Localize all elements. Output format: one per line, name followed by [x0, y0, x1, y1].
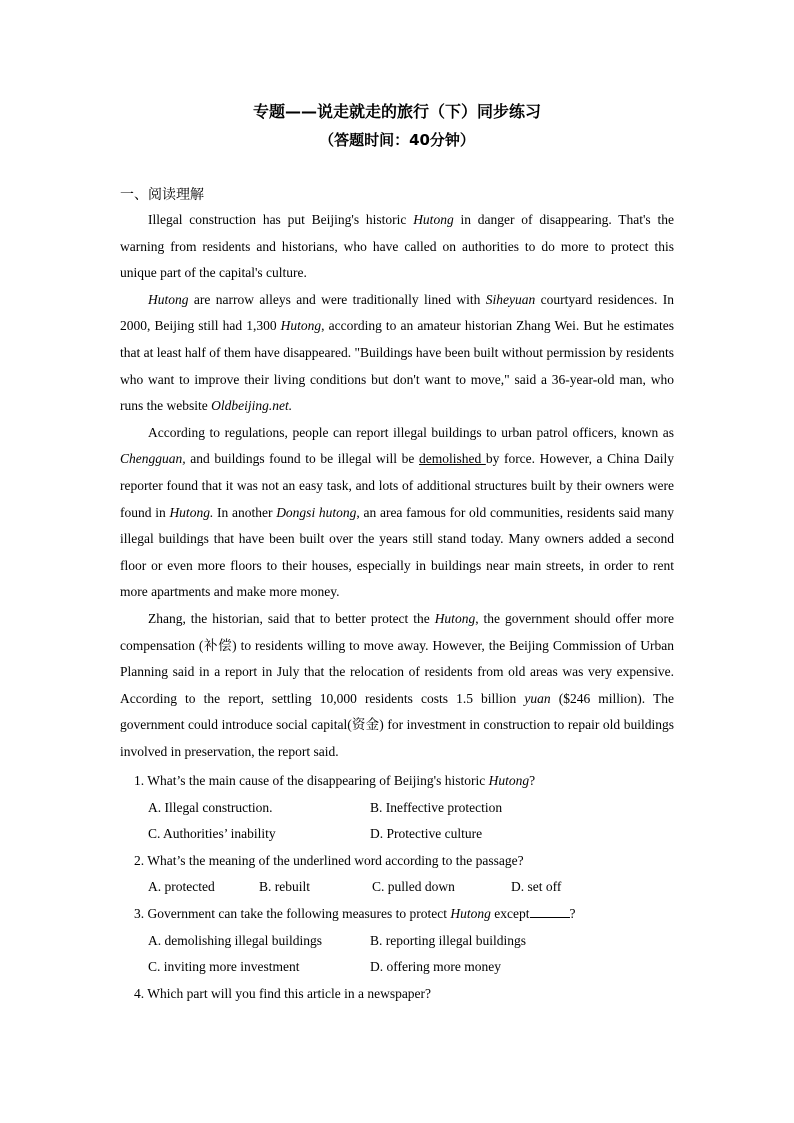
question-1-stem: 1. What’s the main cause of the disappearing of Beijing's historic Hutong?: [134, 773, 536, 788]
passage-paragraph-1: Illegal construction has put Beijing's historic Hutong in danger of disappearing. That's the warning from residents and historians, who have called on authorities to do more to protect this unique part of the capital's culture.: [120, 212, 674, 281]
option-a: A. Illegal construction.: [148, 799, 273, 815]
question-4-stem: 4. Which part will you find this article in a newspaper?: [134, 985, 432, 1001]
question-1-options-row-1: [120, 795, 674, 822]
option-d: D. offering more money: [370, 959, 501, 975]
question-3-stem: 3. Government can take the following measures to protect Hutong except ?: [120, 901, 674, 928]
question-1-options-row-2: [120, 821, 674, 848]
time-limit-note: （答题时间：40分钟）: [319, 131, 475, 149]
option-c: C. Authorities’ inability: [148, 826, 276, 842]
option-b: B. rebuilt: [259, 879, 310, 895]
document-title: 专题——说走就走的旅行（下）同步练习: [252, 102, 541, 121]
option-a: A. demolishing illegal buildings: [148, 932, 322, 948]
question-2-stem: 2. What’s the meaning of the underlined word according to the passage?: [134, 852, 524, 868]
option-b: B. reporting illegal buildings: [370, 932, 526, 948]
passage-paragraph-2: Hutong are narrow alleys and were traditionally lined with Siheyuan courtyard residences. In 2000, Beijing still had 1,300 Hutong, according to an amateur historian Zhang Wei. But he estimates that at least half of them have disappeared. "Buildings have been built without permission by residents who want to improve their living conditions but don't want to move," said a 36-year-old man, who runs the website Oldbeijing.net.: [120, 291, 675, 414]
question-2-options-row: [120, 874, 674, 901]
question-list: [120, 768, 674, 1007]
option-c: C. pulled down: [372, 879, 455, 895]
underlined-word: demolished: [419, 451, 486, 467]
option-d: D. Protective culture: [370, 826, 483, 842]
option-c: C. inviting more investment: [148, 959, 300, 975]
passage-paragraph-4: Zhang, the historian, said that to better protect the Hutong, the government should offer more compensation (补偿) to residents willing to move away. However, the Beijing Commission of Urban Planning said in a report in July that the relocation of residents from old areas was very expensive. According to the report, settling 10,000 residents costs 1.5 billion yuan ($246 million). The government could introduce social capital(资金) for investment in construction to repair old buildings involved in preservation, the report said.: [120, 610, 674, 759]
option-a: A. protected: [148, 879, 215, 895]
question-3-options-row-1: [120, 928, 674, 955]
answer-blank: [530, 903, 570, 918]
option-d: D. set off: [511, 879, 562, 895]
question-3-options-row-2: [120, 954, 674, 981]
section-heading: 一、阅读理解: [120, 187, 204, 203]
reading-passage: [120, 207, 674, 765]
passage-paragraph-3: According to regulations, people can report illegal buildings to urban patrol officers, known as Chengguan, and buildings found to be illegal will be demolished by force. However, a China Daily reporter found that it was not an easy task, and lots of additional structures built by their owners were found in Hutong. In another Dongsi hutong, an area famous for old communities, residents said many illegal buildings that have been built over the years still stand today. Many owners added a second floor or even more floors to their houses, especially in buildings near main streets, in order to rent more apartments and make more money.: [120, 424, 674, 600]
option-b: B. Ineffective protection: [370, 799, 503, 815]
